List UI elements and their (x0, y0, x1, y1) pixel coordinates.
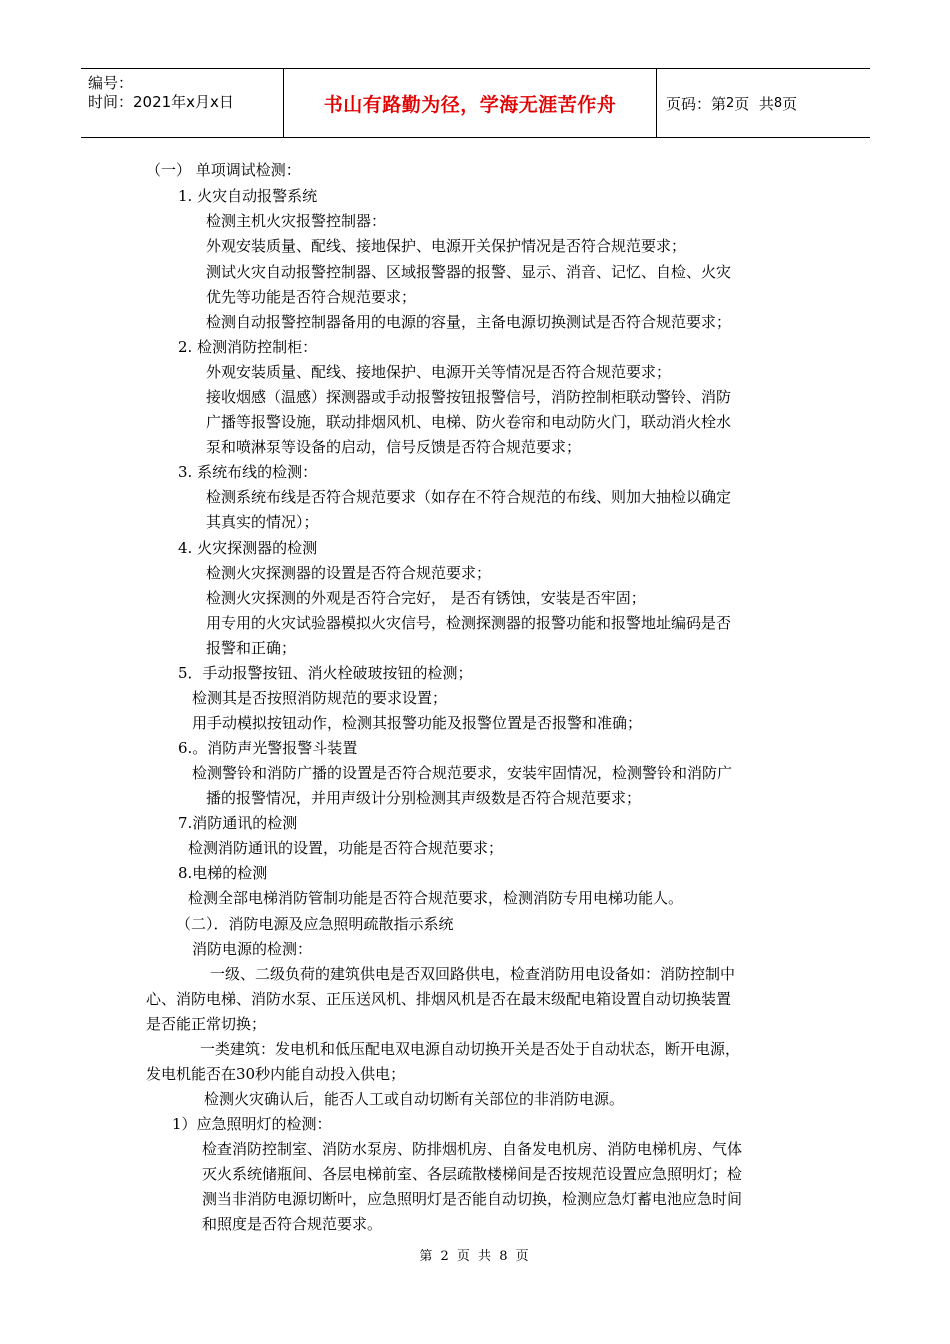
body-line: 外观安装质量、配线、接地保护、电源开关保护情况是否符合规范要求； (206, 237, 687, 255)
subsection-heading: 6.。消防声光警报警斗装置 (178, 739, 358, 757)
header-page-info (666, 69, 797, 137)
body-line: 用专用的火灾试验器模拟火灾信号，检测探测器的报警功能和报警地址编码是否 (206, 614, 732, 632)
subsection-heading: 2. 检测消防控制柜： (178, 338, 318, 356)
header-motto: 书山有路勤为径，学海无涯苦作舟 (284, 69, 657, 137)
document-code-label: 编号： (88, 74, 134, 92)
body-line: 接收烟感（温感）探测器或手动报警按钮报警信号，消防控制柜联动警铃、消防 (206, 388, 732, 406)
body-line: 检测警铃和消防广播的设置是否符合规范要求，安装牢固情况，检测警铃和消防广 (192, 764, 733, 782)
body-line: 一类建筑：发电机和低压配电双电源自动切换开关是否处于自动状态，断开电源， (200, 1040, 741, 1058)
body-line: 和照度是否符合规范要求。 (202, 1215, 383, 1233)
page-total: 8 (773, 95, 783, 111)
page-prefix: 页码：第 (666, 94, 727, 113)
subsection-heading: 8.电梯的检测 (178, 864, 268, 882)
body-line: 检测全部电梯消防管制功能是否符合规范要求，检测消防专用电梯功能人。 (188, 889, 684, 907)
page-suffix: 页 (782, 94, 798, 113)
section-heading-2: （二）．消防电源及应急照明疏散指示系统 (176, 915, 454, 933)
body-line: 测试火灾自动报警控制器、区域报警器的报警、显示、消音、记忆、自检、火灾 (206, 263, 732, 281)
body-line: 检测主机火灾报警控制器： (206, 212, 387, 230)
subsection-heading: 1. 火灾自动报警系统 (178, 187, 318, 205)
body-line: 外观安装质量、配线、接地保护、电源开关等情况是否符合规范要求； (206, 363, 672, 381)
subsection-heading: 5．手动报警按钮、消火栓破玻按钮的检测； (178, 664, 473, 682)
body-line: 测当非消防电源切断叶，应急照明灯是否能自动切换，检测应急灯蓄电池应急时间 (202, 1190, 743, 1208)
subsection-heading: 7.消防通讯的检测 (178, 814, 298, 832)
body-line: 一级、二级负荷的建筑供电是否双回路供电，检查消防用电设备如：消防控制中 (210, 965, 736, 983)
body-line: 其真实的情况）； (206, 513, 319, 531)
body-line: 检测消防通讯的设置，功能是否符合规范要求； (188, 839, 504, 857)
body-line: 检查消防控制室、消防水泵房、防排烟机房、自备发电机房、消防电梯机房、气体 (202, 1140, 743, 1158)
body-line: 检测火灾探测器的设置是否符合规范要求； (206, 564, 492, 582)
body-line: 播的报警情况，并用声级计分别检测其声级数是否符合规范要求； (206, 789, 642, 807)
body-line: 优先等功能是否符合规范要求； (206, 288, 417, 306)
body-line: 消防电源的检测： (192, 940, 313, 958)
body-line: 灭火系统储瓶间、各层电梯前室、各层疏散楼梯间是否按规范设置应急照明灯；检 (202, 1165, 743, 1183)
subsection-heading: 3. 系统布线的检测： (178, 463, 318, 481)
document-date: 时间：2021年x月x日 (88, 93, 234, 111)
header-meta (81, 69, 284, 137)
page-mid: 页 共 (734, 94, 774, 113)
subsection-heading: 1）应急照明灯的检测： (172, 1115, 332, 1133)
body-line: 是否能正常切换； (146, 1015, 267, 1033)
body-line: 心、消防电梯、消防水泵、正压送风机、排烟风机是否在最末级配电箱设置自动切换装置 (146, 990, 732, 1008)
body-line: 发电机能否在30秒内能自动投入供电； (146, 1065, 406, 1083)
body-line: 检测系统布线是否符合规范要求（如存在不符合规范的布线、则加大抽检以确定 (206, 488, 732, 506)
body-line: 检测自动报警控制器备用的电源的容量，主备电源切换测试是否符合规范要求； (206, 313, 732, 331)
page-header (81, 68, 870, 138)
body-line: 检测火灾确认后，能否人工或自动切断有关部位的非消防电源。 (204, 1090, 625, 1108)
section-heading-1: （一） 单项调试检测： (146, 161, 301, 179)
body-line: 检测其是否按照消防规范的要求设置； (192, 689, 448, 707)
body-line: 检测火灾探测的外观是否符合完好， 是否有锈蚀，安装是否牢固； (206, 589, 646, 607)
page-number: 2 (726, 95, 735, 111)
body-line: 泵和喷淋泵等设备的启动，信号反馈是否符合规范要求； (206, 438, 582, 456)
page-footer: 第 2 页 共 8 页 (419, 1249, 531, 1264)
body-line: 用手动模拟按钮动作，检测其报警功能及报警位置是否报警和准确； (192, 714, 643, 732)
body-line: 广播等报警设施，联动排烟风机、电梯、防火卷帘和电动防火门，联动消火栓水 (206, 413, 732, 431)
body-line: 报警和正确； (206, 639, 297, 657)
subsection-heading: 4. 火灾探测器的检测 (178, 539, 318, 557)
